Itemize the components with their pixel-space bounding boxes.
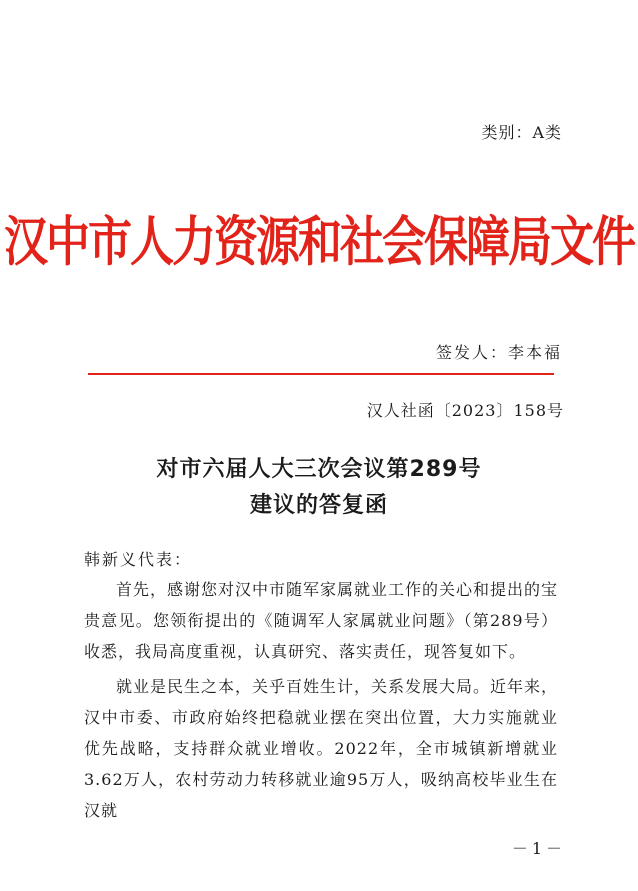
paragraph-1: 首先，感谢您对汉中市随军家属就业工作的关心和提出的宝贵意见。您领衔提出的《随调军人家属就业问题》（第289号）收悉，我局高度重视，认真研究、落实责任，现答复如下。: [84, 580, 559, 661]
page-number: －1－: [511, 839, 566, 858]
document-header-title: 汉中市人力资源和社会保障局文件: [4, 211, 634, 274]
paragraph-2: 就业是民生之本，关乎百姓生计，关系发展大局。近年来，汉中市委、市政府始终把稳就业摆在突出位置，大力实施就业优先战略，支持群众就业增收。2022年，全市城镇新增就业3.62万人，农村劳动力转移就业逾95万人，吸纳高校毕业生在汉就: [84, 677, 559, 820]
issuer-signature: 签发人：李本福: [435, 343, 562, 362]
document-category: 类别：A类: [481, 123, 562, 142]
document-number: 汉人社函〔2023〕158号: [366, 401, 564, 420]
salutation: 韩新义代表：: [84, 550, 193, 569]
red-divider-line: [88, 373, 554, 375]
letter-title-line-1: 对市六届人大三次会议第289号: [156, 457, 482, 482]
letter-title-line-2: 建议的答复函: [249, 493, 388, 518]
